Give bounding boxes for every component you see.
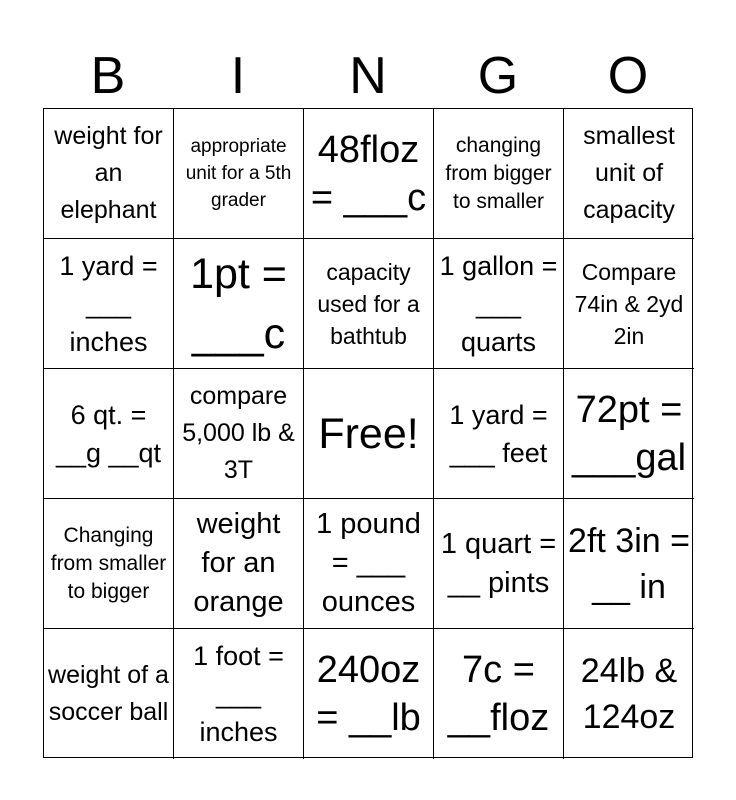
bingo-cell[interactable]: compare 5,000 lb & 3T: [174, 369, 304, 499]
header-letter-o: O: [607, 47, 649, 105]
header-letter-i: I: [230, 47, 246, 105]
header-letter-b: B: [90, 47, 126, 105]
bingo-cell[interactable]: 48floz = ___c: [304, 109, 434, 239]
bingo-cell[interactable]: 7c = __floz: [434, 629, 564, 759]
bingo-cell[interactable]: weight for an elephant: [44, 109, 174, 239]
header-letter-g: G: [477, 47, 519, 105]
bingo-cell[interactable]: 72pt = ___gal: [564, 369, 694, 499]
bingo-cell[interactable]: capacity used for a bathtub: [304, 239, 434, 369]
bingo-cell[interactable]: 1 yard = ___ inches: [44, 239, 174, 369]
bingo-cell[interactable]: 6 qt. = __g __qt: [44, 369, 174, 499]
bingo-cell[interactable]: Changing from smaller to bigger: [44, 499, 174, 629]
bingo-header: [43, 46, 693, 106]
header-letter-n: N: [349, 47, 387, 105]
bingo-cell[interactable]: 1pt = ___c: [174, 239, 304, 369]
bingo-cell[interactable]: changing from bigger to smaller: [434, 109, 564, 239]
bingo-cell[interactable]: 1 gallon = ___ quarts: [434, 239, 564, 369]
bingo-cell[interactable]: smallest unit of capacity: [564, 109, 694, 239]
bingo-cell[interactable]: Compare 74in & 2yd 2in: [564, 239, 694, 369]
bingo-cell[interactable]: 2ft 3in = __ in: [564, 499, 694, 629]
free-space[interactable]: Free!: [304, 369, 434, 499]
bingo-cell[interactable]: 1 pound = ___ ounces: [304, 499, 434, 629]
bingo-cell[interactable]: 1 foot = ___ inches: [174, 629, 304, 759]
bingo-cell[interactable]: 1 yard = ___ feet: [434, 369, 564, 499]
bingo-cell[interactable]: appropriate unit for a 5th grader: [174, 109, 304, 239]
bingo-cell[interactable]: weight for an orange: [174, 499, 304, 629]
bingo-cell[interactable]: weight of a soccer ball: [44, 629, 174, 759]
bingo-cell[interactable]: 240oz = __lb: [304, 629, 434, 759]
bingo-cell[interactable]: 24lb & 124oz: [580, 652, 678, 736]
bingo-grid: [43, 108, 693, 758]
bingo-cell[interactable]: 1 quart = __ pints: [434, 499, 564, 629]
